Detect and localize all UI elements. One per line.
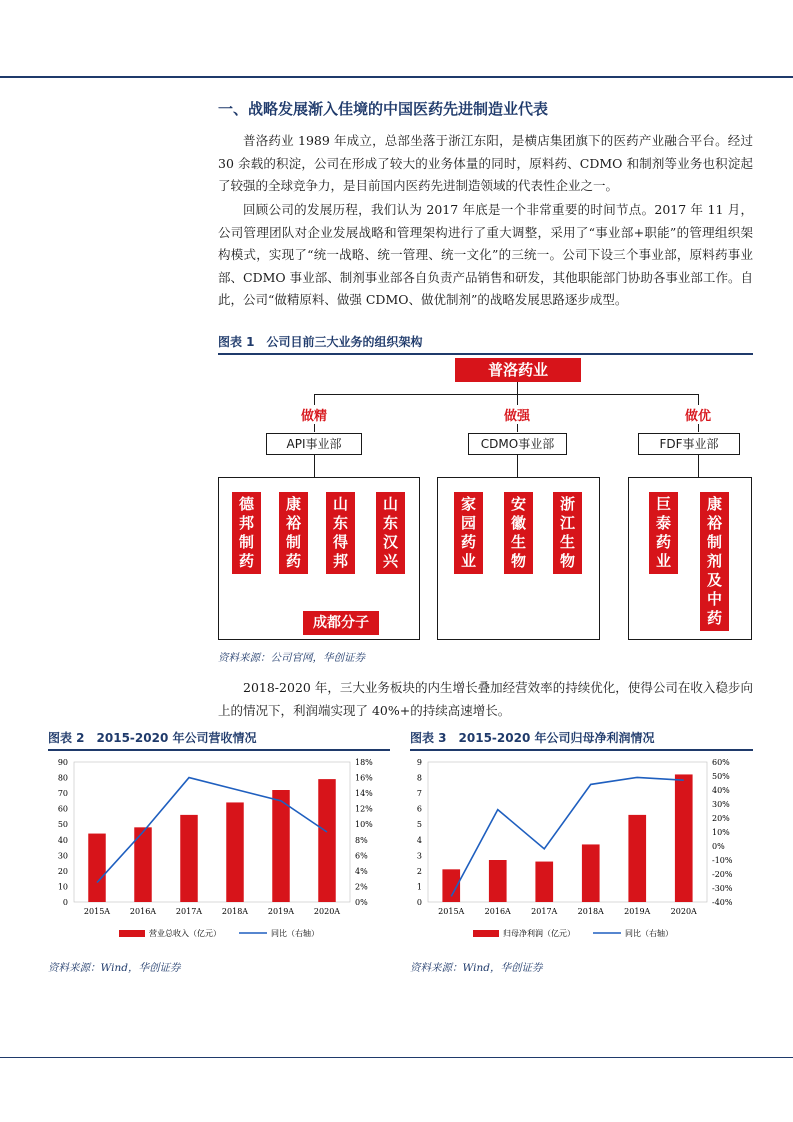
y-right-tick-label: -20% [712, 870, 733, 879]
paragraph-2: 回顾公司的发展历程，我们认为 2017 年底是一个非常重要的时间节点。2017 年 11 月，公司管理团队对企业发展战略和管理架构进行了重大调整，采用了“事业部+职能”的管理组织架构模式，实现了“统一战略、统一管理、统一文化”的三统一。公司下设三个事业部，原料药事业部、CDMO 事业部、制剂事业部各自负责产品销售和研发，其他职能部门协助各事业部工作。自此，公司“做精原料、做强 CDMO、做优制剂”的战略发展思路逐步成型。 [218, 202, 753, 308]
profit-chart [410, 752, 753, 952]
subsidiary-box: 成都分子 [303, 611, 379, 635]
profit-chart-svg [410, 752, 753, 952]
y-right-tick-label: 6% [355, 851, 368, 861]
fdf-group [628, 477, 752, 640]
y-right-tick-label: 20% [712, 814, 730, 823]
figure-1-source: 资料来源：公司官网，华创证券 [218, 652, 365, 664]
strategy-label: 做精 [294, 405, 334, 424]
bar [628, 815, 646, 902]
y-right-tick-label: 0% [712, 842, 725, 851]
line-series [97, 778, 327, 883]
org-company-box: 普洛药业 [455, 358, 581, 382]
subsidiary-box: 家园药业 [454, 492, 483, 574]
x-tick-label: 2018A [577, 907, 604, 916]
bar [535, 862, 553, 902]
line-series [451, 777, 684, 896]
y-right-tick-label: 14% [355, 789, 373, 799]
y-left-tick-label: 3 [416, 851, 422, 861]
bar [675, 774, 693, 902]
plot-frame [428, 762, 707, 902]
api-group [218, 477, 420, 640]
x-tick-label: 2016A [484, 907, 511, 916]
y-right-tick-label: 0% [355, 898, 368, 907]
y-left-tick-label: 0 [416, 898, 422, 907]
x-tick-label: 2020A [313, 907, 341, 916]
subsidiary-box: 康裕制剂及中药 [700, 492, 729, 631]
y-right-tick-label: -40% [712, 898, 733, 907]
paragraph-3: 2018-2020 年，三大业务板块的内生增长叠加经营效率的持续优化，使得公司在收入稳步向上的情况下，利润端实现了 40%+的持续高速增长。 [218, 680, 753, 718]
x-tick-label: 2015A [438, 907, 465, 916]
legend-bar-label: 营业总收入（亿元） [149, 929, 221, 938]
y-left-tick-label: 50 [57, 820, 68, 830]
y-right-tick-label: 60% [712, 758, 730, 767]
y-right-tick-label: 8% [355, 835, 368, 845]
bar [88, 834, 105, 902]
y-left-tick-label: 2 [416, 866, 422, 876]
figure-2-title: 图表 2 2015-2020 年公司营收情况 [48, 729, 390, 751]
footer-rule [0, 1057, 793, 1058]
x-tick-label: 2020A [670, 907, 697, 916]
y-left-tick-label: 6 [416, 804, 422, 814]
paragraph-1: 普洛药业 1989 年成立，总部坐落于浙江东阳，是横店集团旗下的医药产业融合平台。经过 30 余载的积淀，公司在形成了较大的业务体量的同时，原料药、CDMO 和制剂等业务也积淀起了较强的全球竞争力，是目前国内医药先进制造领域的代表性企业之一。 [218, 133, 753, 194]
y-right-tick-label: 40% [712, 786, 730, 795]
subsidiary-box: 山东得邦 [326, 492, 355, 574]
y-right-tick-label: 10% [355, 820, 373, 830]
y-right-tick-label: 10% [712, 828, 730, 837]
subsidiary-box: 浙江生物 [553, 492, 582, 574]
x-tick-label: 2019A [267, 907, 295, 916]
revenue-chart-svg [48, 752, 390, 952]
y-left-tick-label: 60 [57, 804, 68, 814]
header-rule [0, 76, 793, 78]
legend-bar-label: 归母净利润（亿元） [503, 929, 575, 938]
subsidiary-box: 安徽生物 [504, 492, 533, 574]
y-right-tick-label: 12% [355, 804, 373, 814]
y-left-tick-label: 10 [57, 882, 68, 892]
revenue-chart [48, 752, 390, 952]
dept-box: API事业部 [266, 433, 362, 455]
figure-1-title: 图表 1 公司目前三大业务的组织架构 [218, 333, 753, 355]
x-tick-label: 2016A [129, 907, 157, 916]
figure-3-title: 图表 3 2015-2020 年公司归母净利润情况 [410, 729, 753, 751]
legend-bar-swatch [473, 930, 499, 937]
dept-box: FDF事业部 [638, 433, 740, 455]
legend-line-label: 同比（右轴） [625, 929, 673, 938]
x-tick-label: 2018A [221, 907, 249, 916]
subsidiary-box: 山东汉兴 [376, 492, 405, 574]
x-tick-label: 2017A [531, 907, 558, 916]
dept-box: CDMO事业部 [468, 433, 567, 455]
bar [180, 815, 197, 902]
figure-2-source: 资料来源：Wind，华创证券 [48, 962, 181, 974]
y-right-tick-label: 4% [355, 866, 368, 876]
y-left-tick-label: 0 [62, 898, 68, 907]
y-left-tick-label: 90 [57, 758, 68, 767]
subsidiary-box: 德邦制药 [232, 492, 261, 574]
y-left-tick-label: 1 [416, 882, 422, 892]
bar [318, 779, 335, 902]
y-left-tick-label: 30 [57, 851, 68, 861]
y-right-tick-label: 2% [355, 882, 368, 892]
bar [489, 860, 507, 902]
y-left-tick-label: 70 [57, 789, 68, 799]
org-chart [218, 352, 753, 645]
y-right-tick-label: -30% [712, 884, 733, 893]
y-left-tick-label: 4 [416, 835, 422, 845]
y-left-tick-label: 7 [416, 789, 422, 799]
bar [272, 790, 289, 902]
bar [582, 844, 600, 902]
x-tick-label: 2019A [624, 907, 651, 916]
y-right-tick-label: 30% [712, 800, 730, 809]
strategy-label: 做强 [497, 405, 537, 424]
x-tick-label: 2015A [83, 907, 111, 916]
figure-3-source: 资料来源：Wind，华创证券 [410, 962, 543, 974]
y-right-tick-label: 16% [355, 773, 373, 783]
strategy-label: 做优 [678, 405, 718, 424]
y-left-tick-label: 80 [57, 773, 68, 783]
legend-bar-swatch [119, 930, 145, 937]
bar [226, 802, 243, 902]
y-left-tick-label: 40 [57, 835, 68, 845]
x-tick-label: 2017A [175, 907, 203, 916]
subsidiary-box: 康裕制药 [279, 492, 308, 574]
cdmo-group [437, 477, 600, 640]
y-left-tick-label: 5 [416, 820, 422, 830]
y-right-tick-label: -10% [712, 856, 733, 865]
subsidiary-box: 巨泰药业 [649, 492, 678, 574]
section-heading: 一、战略发展渐入佳境的中国医药先进制造业代表 [218, 100, 549, 118]
y-left-tick-label: 20 [57, 866, 68, 876]
y-left-tick-label: 8 [416, 773, 422, 783]
y-right-tick-label: 18% [355, 758, 373, 767]
y-right-tick-label: 50% [712, 772, 730, 781]
y-left-tick-label: 9 [416, 758, 422, 767]
legend-line-label: 同比（右轴） [271, 929, 319, 938]
